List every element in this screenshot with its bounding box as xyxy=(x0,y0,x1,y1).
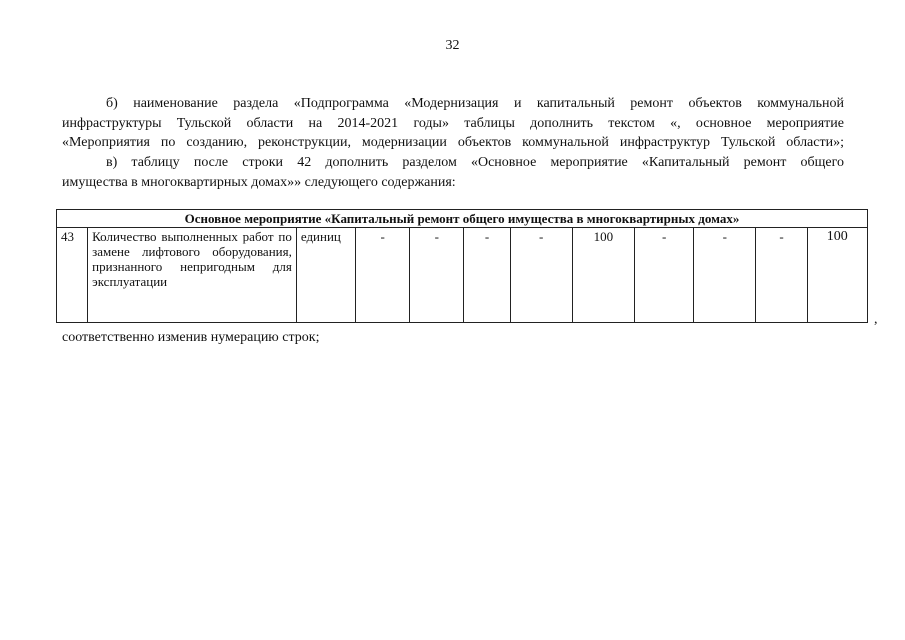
row-number-cell: 43 xyxy=(57,228,88,323)
paragraph-v-line-2: имущества в многоквартирных домах»» следующего содержания: xyxy=(62,174,456,190)
value-cell-5: 100 xyxy=(572,228,634,323)
indicators-table xyxy=(56,209,868,323)
value-cell-8: - xyxy=(756,228,807,323)
paragraph-b-line-2: инфраструктуры Тульской области на 2014-2021 годы» таблицы дополнить текстом «, основное мероприятие xyxy=(62,115,844,131)
value-cell-6: - xyxy=(635,228,694,323)
value-cell-4: - xyxy=(510,228,572,323)
value-cell-total: 100 xyxy=(807,228,867,323)
value-cell-2: - xyxy=(410,228,464,323)
table-section-heading: Основное мероприятие «Капитальный ремонт общего имущества в многоквартирных домах» xyxy=(57,210,868,228)
value-cell-3: - xyxy=(464,228,510,323)
paragraph-v-line-1: в) таблицу после строки 42 дополнить разделом «Основное мероприятие «Капитальный ремонт общего xyxy=(106,155,844,170)
page-number: 32 xyxy=(445,38,460,53)
paragraph-b xyxy=(62,94,844,153)
value-cell-1: - xyxy=(356,228,410,323)
paragraph-v xyxy=(62,153,844,192)
value-cell-7: - xyxy=(694,228,756,323)
table-section-heading-row xyxy=(57,210,868,228)
table-row xyxy=(57,228,868,323)
paragraph-b-line-3: «Мероприятия по созданию, реконструкции, модернизации объектов коммунальной инфраструктур Тульской области»; xyxy=(62,135,844,150)
paragraph-b-line-1: б) наименование раздела «Подпрограмма «Модернизация и капитальный ремонт объектов коммунальной xyxy=(106,96,844,111)
table-trailing-comma: , xyxy=(874,312,878,327)
paragraph-closing: соответственно изменив нумерацию строк; xyxy=(62,330,320,345)
row-unit-cell: единиц xyxy=(296,228,355,323)
row-name-cell: Количество выполненных работ по замене лифтового оборудования, признанного непригодным для эксплуатации xyxy=(88,228,297,323)
